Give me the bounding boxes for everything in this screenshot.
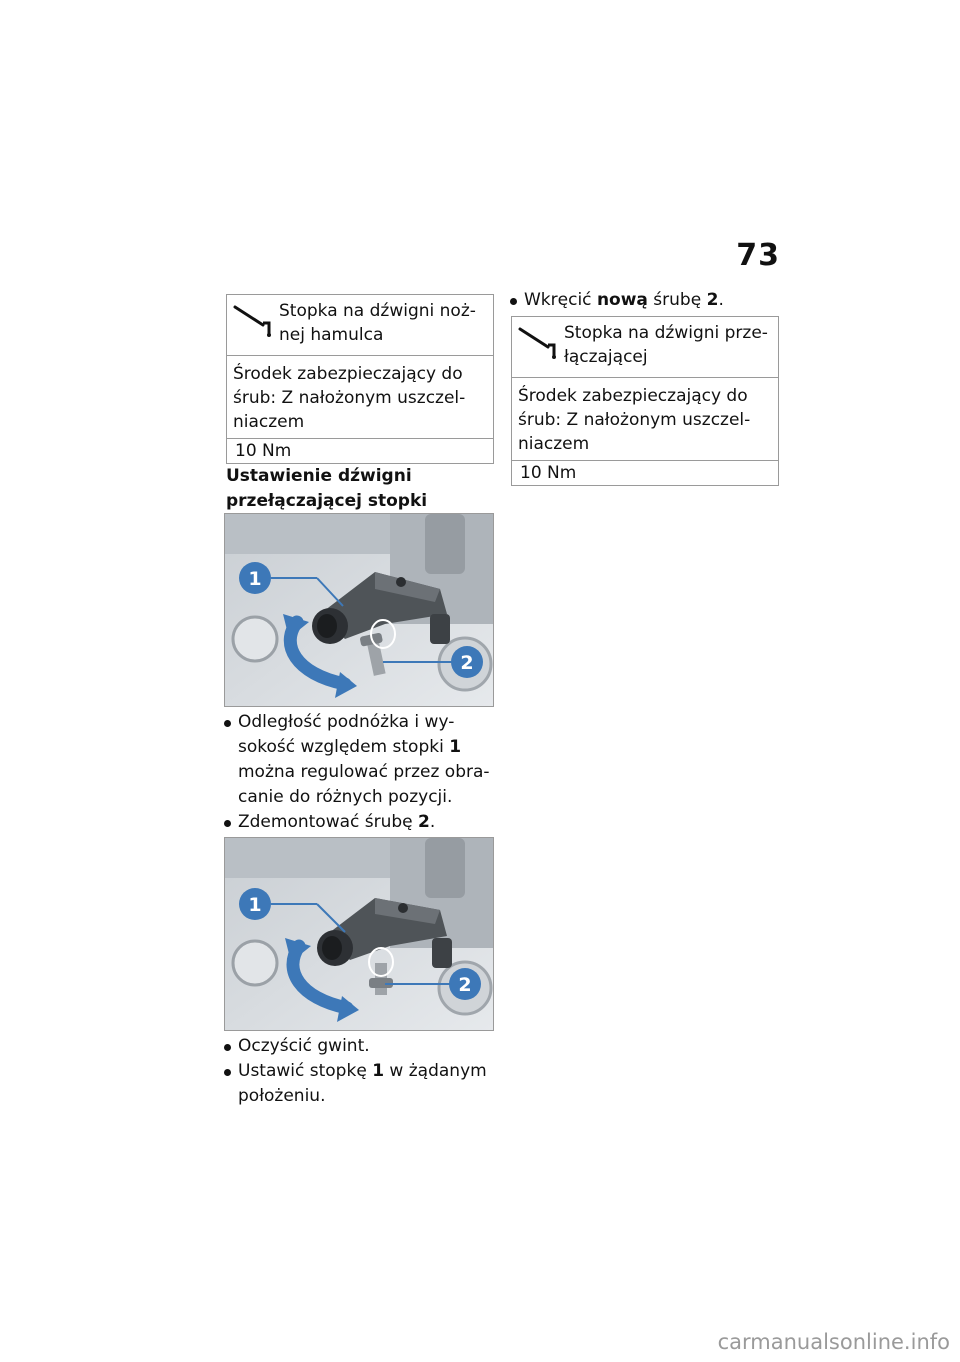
instruction-list-3 (510, 288, 785, 313)
list-line (238, 735, 499, 760)
figure-shift-lever-2 (224, 837, 494, 1031)
ref-number: 1 (449, 737, 462, 757)
spec-box-brake (226, 294, 494, 464)
list-item (224, 1034, 499, 1059)
page-number: 73 (736, 238, 780, 273)
callout-2: 2 (458, 974, 472, 996)
list-item (224, 810, 499, 835)
callout-1: 1 (248, 894, 262, 916)
list-item (224, 1059, 499, 1109)
figure-shift-lever-1 (224, 513, 494, 707)
torque-value: 10 Nm (520, 463, 577, 483)
list-line: można regulować przez obra- (238, 762, 490, 782)
spec-title-line: nej hamulca (279, 325, 384, 345)
text: sokość względem stopki (238, 737, 450, 757)
text: Ustawić stopkę (238, 1061, 373, 1081)
spec-text-line: Środek zabezpieczający do (233, 364, 463, 384)
bullet-icon (224, 1044, 231, 1051)
spec-text-line: śrub: Z nałożonym uszczel- (518, 410, 751, 430)
text: . (429, 812, 436, 832)
spec-title-line: Stopka na dźwigni prze- (564, 323, 768, 343)
section-heading (226, 464, 496, 514)
list-item (510, 288, 785, 313)
bullet-icon (510, 298, 517, 305)
watermark: carmanualsonline.info (717, 1330, 950, 1354)
shift-lever-illustration (225, 838, 493, 1030)
ref-number: 1 (372, 1061, 385, 1081)
text: . (718, 290, 724, 310)
heading-line: Ustawienie dźwigni (226, 466, 412, 486)
torque-wrench-icon (518, 323, 558, 359)
text: Oczyścić gwint. (238, 1036, 370, 1056)
torque-wrench-icon (233, 301, 273, 337)
list-line: Odległość podnóżka i wy- (238, 712, 455, 732)
spec-text-line: Środek zabezpieczający do (518, 386, 748, 406)
instruction-list-1 (224, 710, 499, 835)
spec-header (227, 295, 493, 356)
list-line (238, 1059, 499, 1084)
bullet-icon (224, 820, 231, 827)
torque-value: 10 Nm (235, 441, 292, 461)
spec-description (227, 356, 493, 439)
callout-1: 1 (248, 568, 262, 590)
text: śrubę (647, 290, 707, 310)
bullet-icon (224, 1069, 231, 1076)
text: Wkręcić (524, 290, 597, 310)
spec-title-line: Stopka na dźwigni noż- (279, 301, 476, 321)
spec-text-line: niaczem (233, 412, 305, 432)
spec-text-line: niaczem (518, 434, 590, 454)
heading-line: przełączającej stopki (226, 491, 428, 511)
instruction-list-2 (224, 1034, 499, 1109)
spec-text-line: śrub: Z nałożonym uszczel- (233, 388, 466, 408)
list-line: położeniu. (238, 1086, 326, 1106)
callout-2: 2 (460, 652, 474, 674)
spec-box-shift (511, 316, 779, 486)
ref-number: 2 (418, 812, 430, 832)
spec-title-line: łączającej (564, 347, 648, 367)
text: Zdemontować śrubę (238, 812, 419, 832)
text: w żądanym (384, 1061, 487, 1081)
list-item (224, 710, 499, 810)
emphasis: nową (596, 290, 648, 310)
list-line: canie do różnych pozycji. (238, 787, 453, 807)
bullet-icon (224, 720, 231, 727)
spec-description (512, 378, 778, 461)
spec-header (512, 317, 778, 378)
ref-number: 2 (706, 290, 719, 310)
shift-lever-illustration (225, 514, 493, 706)
